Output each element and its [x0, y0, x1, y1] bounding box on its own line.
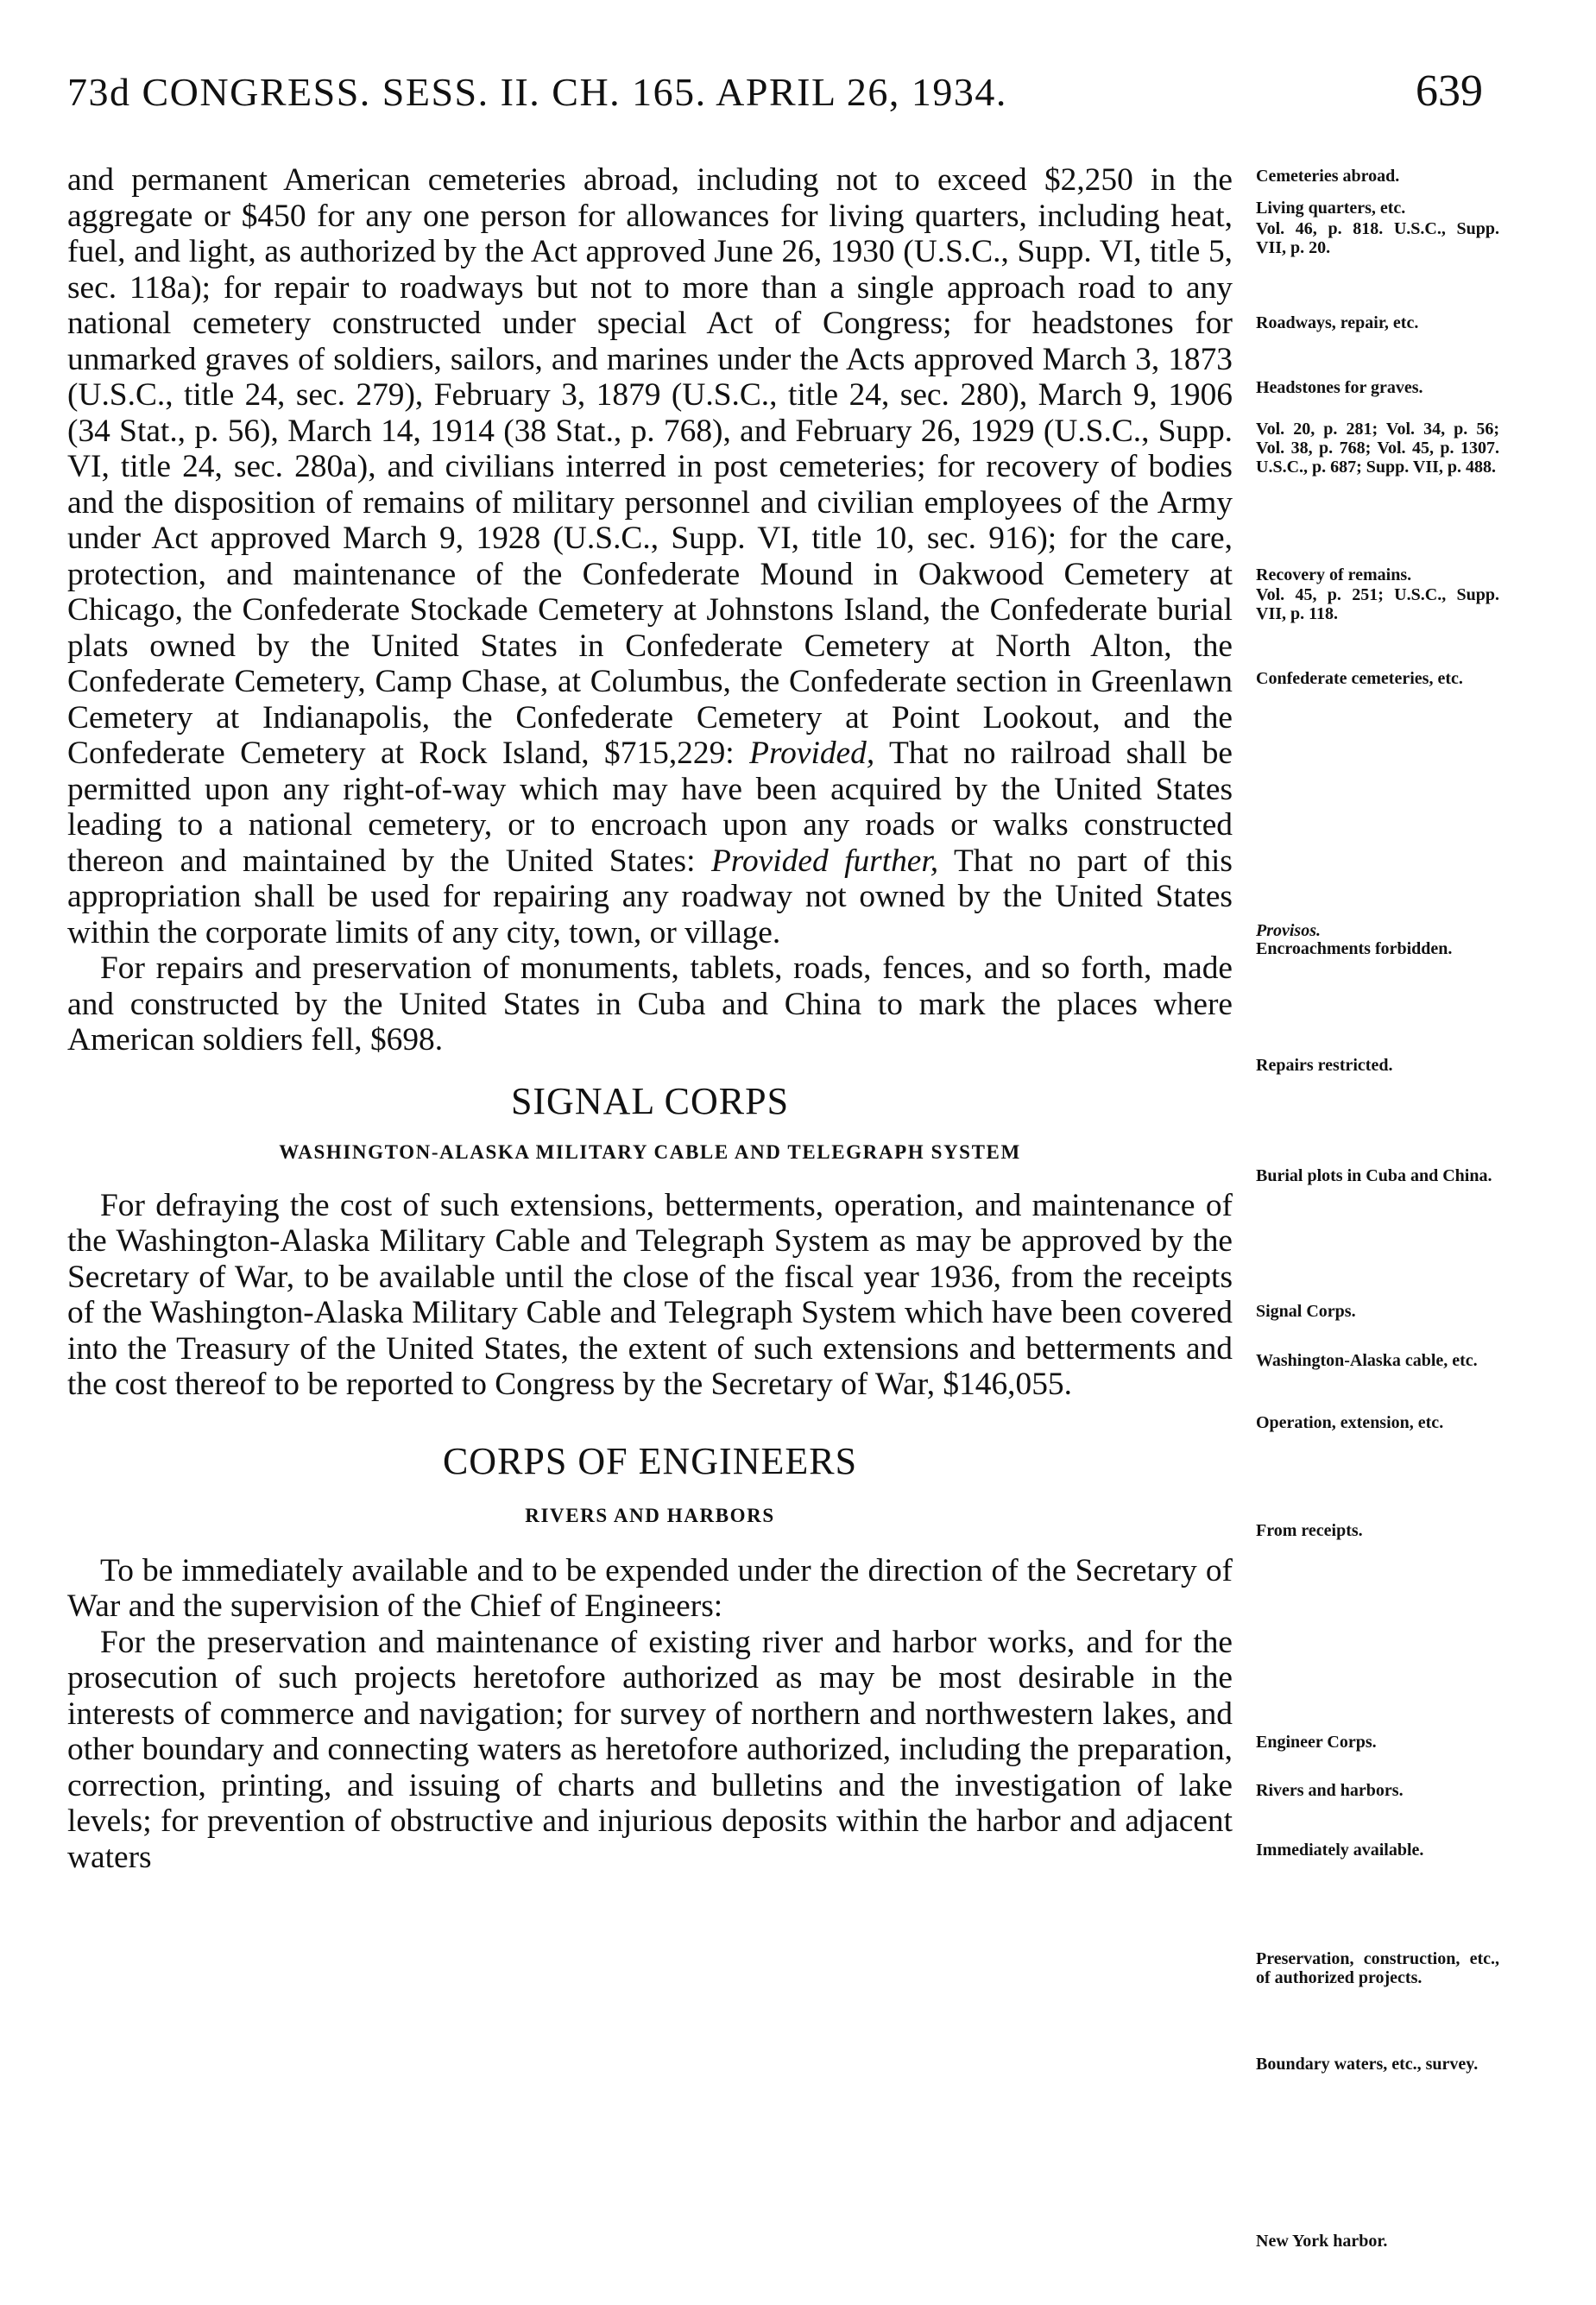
paragraph-cuba-china: For repairs and preservation of monuments, tablets, roads, fences, and so forth, made and constructed by the United States in Cuba and China to mark the places where American soldiers fell, $698.	[67, 950, 1233, 1058]
paragraph-cemeteries	[67, 162, 1233, 950]
running-head: 73d CONGRESS. SESS. II. CH. 165. APRIL 26, 1934.	[67, 70, 1007, 114]
margin-note-recovery: Recovery of remains.	[1256, 565, 1412, 584]
section-heading-corps-of-engineers: CORPS OF ENGINEERS	[442, 1439, 858, 1482]
margin-note-preservation: Preservation, construction, etc., of authorized projects.	[1256, 1949, 1499, 1987]
proviso-further-text: That no part of this appropriation shall be used for repairing any roadway not owned by the United States within the corporate limits of any city, town, or village.	[67, 843, 1233, 950]
margin-note-living-quarters: Living quarters, etc.	[1256, 199, 1406, 218]
proviso-further-label: Provided further,	[710, 843, 939, 879]
page-number: 639	[1416, 66, 1483, 116]
margin-note-recovery-citation: Vol. 45, p. 251; U.S.C., Supp. VII, p. 118.	[1256, 585, 1499, 623]
main-text	[67, 162, 1233, 1875]
margin-note-cemeteries-abroad: Cemeteries abroad.	[1256, 167, 1400, 186]
paragraph-cemeteries-text: and permanent American cemeteries abroad, including not to exceed $2,250 in the aggregate or $450 for any one person for allowances for living quarters, including heat, fuel, and light, as authorized by the Act approved June 26, 1930 (U.S.C., Supp. VI, title 5, sec. 118a); for repair to roadways but not to more than a single approach road to any national cemetery constructed under special Act of Congress; for headstones for unmarked graves of soldiers, sailors, and marines under the Acts approved March 3, 1873 (U.S.C., title 24, sec. 279), February 3, 1879 (U.S.C., title 24, sec. 280), March 9, 1906 (34 Stat., p. 56), March 14, 1914 (38 Stat., p. 768), and February 26, 1929 (U.S.C., Supp. VI, title 24, sec. 280a), and civilians interred in post cemeteries; for recovery of bodies and the disposition of remains of military personnel and civilian employees of the Army under Act approved March 9, 1928 (U.S.C., Supp. VI, title 10, sec. 916); for the care, protection, and maintenance of the Confederate Mound in Oakwood Cemetery at Chicago, the Confederate Stockade Cemetery at Johnstons Island, the Confederate burial plats owned by the United States in Confederate Cemetery at North Alton, the Confederate Cemetery, Camp Chase, at Columbus, the Confederate section in Greenlawn Cemetery at Indianapolis, the Confederate Cemetery at Point Lookout, and the Confederate Cemetery at Rock Island, $715,229:	[67, 162, 1233, 771]
margin-note-washington-alaska: Washington-Alaska cable, etc.	[1256, 1351, 1478, 1370]
margin-note-roadways: Roadways, repair, etc.	[1256, 313, 1419, 332]
margin-note-provisos	[1256, 921, 1499, 940]
margin-note-headstones: Headstones for graves.	[1256, 378, 1423, 397]
margin-note-operation: Operation, extension, etc.	[1256, 1413, 1444, 1432]
margin-note-from-receipts: From receipts.	[1256, 1521, 1363, 1540]
paragraph-preservation: For the preservation and maintenance of existing river and harbor works, and for the prosecution of such projects heretofore authorized as may be most desirable in the interests of commerce and navigation; for survey of northern and northwestern lakes, and other boundary and connecting waters as heretofore authorized, including the preparation, correction, printing, and issuing of charts and bulletins and the investigation of lake levels; for prevention of obstructive and injurious deposits within the harbor and adjacent waters	[67, 1624, 1233, 1875]
proviso-text: That no railroad shall be permitted upon any right-of-way which may have been acquired by the United States leading to a national cemetery, or to encroach upon any roads or walks constructed thereon and maintained by the United States:	[67, 736, 1233, 879]
margin-note-encroachments: Encroachments forbidden.	[1256, 939, 1453, 958]
page-header	[67, 66, 1483, 129]
margin-note-burial-plots: Burial plots in Cuba and China.	[1256, 1166, 1492, 1185]
margin-note-headstones-citation: Vol. 20, p. 281; Vol. 34, p. 56; Vol. 38, p. 768; Vol. 45, p. 1307. U.S.C., p. 687; Supp. VII, p. 488.	[1256, 420, 1499, 477]
proviso-label: Provided,	[749, 736, 875, 771]
paragraph-immediately-available: To be immediately available and to be expended under the direction of the Secretary of War and the supervision of the Chief of Engineers:	[67, 1552, 1233, 1624]
margin-note-living-quarters-citation: Vol. 46, p. 818. U.S.C., Supp. VII, p. 20.	[1256, 219, 1499, 257]
subheading-rivers-harbors: RIVERS AND HARBORS	[525, 1504, 775, 1526]
margin-note-rivers-harbors: Rivers and harbors.	[1256, 1781, 1404, 1800]
margin-note-immediately-available: Immediately available.	[1256, 1841, 1424, 1860]
section-heading-signal-corps: SIGNAL CORPS	[510, 1079, 790, 1122]
margin-note-engineer-corps: Engineer Corps.	[1256, 1733, 1377, 1752]
margin-note-boundary-waters: Boundary waters, etc., survey.	[1256, 2055, 1479, 2074]
margin-note-repairs-restricted: Repairs restricted.	[1256, 1056, 1393, 1075]
paragraph-cable-system: For defraying the cost of such extensions, betterments, operation, and maintenance of the Washington-Alaska Military Cable and Telegraph System as may be approved by the Secretary of War, to be available until the close of the fiscal year 1936, from the receipts of the Washington-Alaska Military Cable and Telegraph System which have been covered into the Treasury of the United States, the extent of such extensions and betterments and the cost thereof to be reported to Congress by the Secretary of War, $146,055.	[67, 1187, 1233, 1402]
margin-note-signal-corps: Signal Corps.	[1256, 1302, 1356, 1321]
margin-note-confederate: Confederate cemeteries, etc.	[1256, 669, 1463, 688]
margin-note-new-york-harbor: New York harbor.	[1256, 2232, 1388, 2251]
margin-note-provisos-label: Provisos.	[1256, 921, 1321, 940]
subheading-washington-alaska: WASHINGTON-ALASKA MILITARY CABLE AND TELEGRAPH SYSTEM	[279, 1140, 1021, 1163]
